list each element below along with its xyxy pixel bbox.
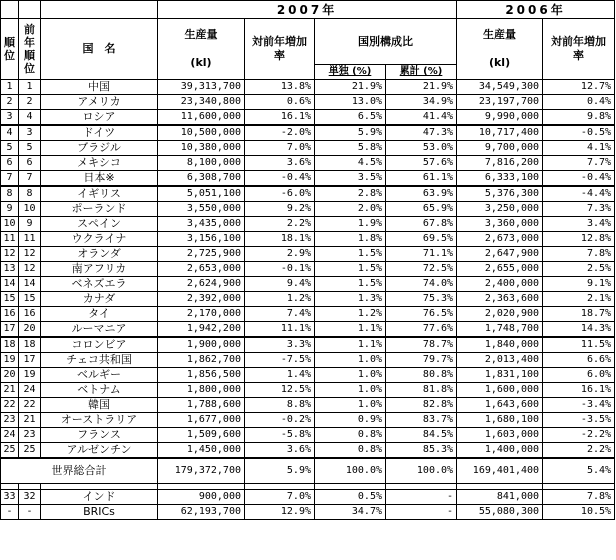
table-row [1,368,615,383]
country-cell: オーストラリア [41,413,158,428]
prev-rank-cell: 15 [19,292,41,307]
yoy-2007-cell: -7.5% [245,353,315,368]
prev-rank-cell: 2 [19,95,41,110]
composition-header: 国別構成比 [315,19,457,65]
share-cell: 0.8% [315,428,386,443]
share-cell: 2.8% [315,186,386,202]
prev-rank-cell: 18 [19,337,41,353]
country-cell: アメリカ [41,95,158,110]
cumulative-cell: 57.6% [386,156,457,171]
production-2007-header [158,19,245,80]
table-row [1,277,615,292]
production-2006-cell: 23,197,700 [457,95,543,110]
yoy-2007-cell: 0.6% [245,95,315,110]
yoy-2006-cell: 7.7% [543,156,615,171]
table-row [1,322,615,338]
rank-cell: 18 [1,337,19,353]
production-2006-cell: 2,020,900 [457,307,543,322]
production-2006-cell: 841,000 [457,490,543,505]
prev-rank-cell: 21 [19,413,41,428]
cumulative-cell: 53.0% [386,141,457,156]
production-2007-cell: 1,862,700 [158,353,245,368]
country-cell: BRICs [41,505,158,520]
share-cell: 1.1% [315,337,386,353]
rank-cell: 1 [1,80,19,95]
total-yoy-2007-cell: 5.9% [245,458,315,484]
production-2006-cell: 9,700,000 [457,141,543,156]
table-row [1,262,615,277]
prev-rank-cell: 20 [19,322,41,338]
rank-cell: 16 [1,307,19,322]
prev-rank-cell: 12 [19,247,41,262]
prev-rank-header: 前年順位 [19,19,41,80]
rank-cell: 20 [1,368,19,383]
production-2007-cell: 11,600,000 [158,110,245,126]
production-2006-cell: 2,400,000 [457,277,543,292]
yoy-2006-cell: 6.0% [543,368,615,383]
country-cell: カナダ [41,292,158,307]
production-2006-cell: 1,600,000 [457,383,543,398]
cumulative-cell: 84.5% [386,428,457,443]
production-2007-cell: 2,170,000 [158,307,245,322]
table-row [1,490,615,505]
yoy-2006-cell: 7.3% [543,202,615,217]
share-cell: 34.7% [315,505,386,520]
cumulative-cell: 34.9% [386,95,457,110]
production-2006-cell: 34,549,300 [457,80,543,95]
production-2006-cell: 1,400,000 [457,443,543,459]
total-label: 世界総合計 [1,458,158,484]
share-cell: 0.9% [315,413,386,428]
production-2007-cell: 1,800,000 [158,383,245,398]
production-2006-cell: 10,717,400 [457,125,543,141]
table-row [1,337,615,353]
yoy-2006-cell: 12.7% [543,80,615,95]
yoy-2007-cell: 7.0% [245,490,315,505]
prev-rank-cell: 11 [19,232,41,247]
share-cell: 1.0% [315,398,386,413]
cumulative-cell: 74.0% [386,277,457,292]
country-cell: ロシア [41,110,158,126]
cumulative-cell: 85.3% [386,443,457,459]
yoy-2006-cell: -3.5% [543,413,615,428]
rank-cell: 21 [1,383,19,398]
yoy-2006-cell: 14.3% [543,322,615,338]
share-cell: 0.8% [315,443,386,459]
yoy-2006-cell: -4.4% [543,186,615,202]
share-cell: 1.0% [315,353,386,368]
country-cell: オランダ [41,247,158,262]
production-2007-label: 生産量 [184,28,218,41]
production-2006-cell: 1,748,700 [457,322,543,338]
country-cell: コロンビア [41,337,158,353]
table-row [1,353,615,368]
country-cell: ベルギー [41,368,158,383]
cumulative-cell: 72.5% [386,262,457,277]
production-2006-cell: 1,680,100 [457,413,543,428]
yoy-2006-cell: -0.4% [543,171,615,187]
production-2007-cell: 5,051,100 [158,186,245,202]
production-2006-cell: 2,673,000 [457,232,543,247]
share-cell: 1.5% [315,262,386,277]
production-2006-cell: 1,643,600 [457,398,543,413]
cumulative-cell: - [386,490,457,505]
rank-cell: 9 [1,202,19,217]
table-row [1,413,615,428]
yoy-2006-cell: 6.6% [543,353,615,368]
prev-rank-cell: 8 [19,186,41,202]
table-row [1,443,615,459]
yoy-2007-cell: 7.0% [245,141,315,156]
rank-cell: 25 [1,443,19,459]
country-cell: アルゼンチン [41,443,158,459]
yoy-2007-cell: 12.9% [245,505,315,520]
yoy-2006-cell: 12.8% [543,232,615,247]
share-cell: 1.0% [315,383,386,398]
yoy-2006-cell: 2.5% [543,262,615,277]
yoy-2007-cell: -5.8% [245,428,315,443]
share-cell: 21.9% [315,80,386,95]
production-2007-cell: 2,624,900 [158,277,245,292]
prev-rank-cell: 10 [19,202,41,217]
share-cell: 1.2% [315,307,386,322]
unit-2006-label: (kl) [488,56,511,69]
table-row [1,383,615,398]
cumulative-cell: 83.7% [386,413,457,428]
table-row [1,398,615,413]
yoy-2006-cell: -2.2% [543,428,615,443]
rank-cell: 12 [1,247,19,262]
yoy-2007-cell: 3.3% [245,337,315,353]
yoy-2006-cell: 11.5% [543,337,615,353]
table-row [1,95,615,110]
yoy-2007-cell: 1.2% [245,292,315,307]
cumulative-cell: 77.6% [386,322,457,338]
production-2006-cell: 55,080,300 [457,505,543,520]
cumulative-cell: 67.8% [386,217,457,232]
table-row [1,307,615,322]
prev-rank-cell: 5 [19,141,41,156]
table-row [1,125,615,141]
yoy-2006-header: 対前年増加率 [543,19,615,80]
yoy-2007-cell: 9.4% [245,277,315,292]
yoy-2006-cell: 2.2% [543,443,615,459]
cumulative-cell: 71.1% [386,247,457,262]
total-share-cell: 100.0% [315,458,386,484]
year-2006-header: 2006年 [457,1,615,19]
cumulative-cell: 82.8% [386,398,457,413]
rank-cell: 19 [1,353,19,368]
country-cell: ブラジル [41,141,158,156]
yoy-2007-cell: -0.1% [245,262,315,277]
prev-rank-cell: 1 [19,80,41,95]
cumulative-cell: 21.9% [386,80,457,95]
country-cell: 中国 [41,80,158,95]
rank-cell: 8 [1,186,19,202]
country-cell: タイ [41,307,158,322]
prev-rank-cell: 7 [19,171,41,187]
rank-cell: 17 [1,322,19,338]
country-cell: ベネズエラ [41,277,158,292]
table-row [1,80,615,95]
yoy-2007-cell: -2.0% [245,125,315,141]
table-row [1,428,615,443]
production-2007-cell: 2,392,000 [158,292,245,307]
cumulative-cell: 79.7% [386,353,457,368]
rank-cell: 14 [1,277,19,292]
prev-rank-cell: 4 [19,110,41,126]
yoy-2006-cell: 9.8% [543,110,615,126]
production-2006-cell: 3,250,000 [457,202,543,217]
rank-cell: 10 [1,217,19,232]
production-2007-cell: 1,856,500 [158,368,245,383]
rank-cell: 22 [1,398,19,413]
production-2007-cell: 1,900,000 [158,337,245,353]
yoy-2007-cell: 12.5% [245,383,315,398]
cumulative-cell: 63.9% [386,186,457,202]
production-2006-cell: 2,013,400 [457,353,543,368]
yoy-2006-cell: 18.7% [543,307,615,322]
yoy-2007-cell: 9.2% [245,202,315,217]
prev-rank-cell: - [19,505,41,520]
production-2006-header [457,19,543,80]
table-row [1,247,615,262]
total-row [1,458,615,484]
total-production-2006-cell: 169,401,400 [457,458,543,484]
share-cell: 2.0% [315,202,386,217]
production-2006-cell: 2,363,600 [457,292,543,307]
rank-cell: 6 [1,156,19,171]
yoy-2006-cell: 2.1% [543,292,615,307]
yoy-2006-cell: 7.8% [543,490,615,505]
prev-rank-cell: 14 [19,277,41,292]
prev-rank-cell: 24 [19,383,41,398]
share-cell: 3.5% [315,171,386,187]
unit-2007-label: (kl) [190,56,212,69]
prev-rank-cell: 23 [19,428,41,443]
total-production-2007-cell: 179,372,700 [158,458,245,484]
prev-rank-cell: 25 [19,443,41,459]
table-row [1,156,615,171]
yoy-2006-cell: -3.4% [543,398,615,413]
production-2007-cell: 39,313,700 [158,80,245,95]
yoy-2007-cell: 13.8% [245,80,315,95]
share-cell: 13.0% [315,95,386,110]
yoy-2007-cell: 2.9% [245,247,315,262]
yoy-2006-cell: 16.1% [543,383,615,398]
country-cell: チェコ共和国 [41,353,158,368]
country-cell: ポーランド [41,202,158,217]
share-cell: 1.1% [315,322,386,338]
prev-rank-cell: 22 [19,398,41,413]
country-cell: 日本※ [41,171,158,187]
rank-cell: 5 [1,141,19,156]
production-2006-cell: 1,831,100 [457,368,543,383]
yoy-2006-cell: 3.4% [543,217,615,232]
production-2006-cell: 2,655,000 [457,262,543,277]
cumulative-share-header: 累計 (%) [386,65,457,80]
table-row [1,202,615,217]
yoy-2007-cell: -0.2% [245,413,315,428]
share-cell: 1.8% [315,232,386,247]
country-cell: ドイツ [41,125,158,141]
country-cell: ベトナム [41,383,158,398]
cumulative-cell: 61.1% [386,171,457,187]
production-2006-cell: 6,333,100 [457,171,543,187]
production-2007-cell: 1,788,600 [158,398,245,413]
prev-rank-cell: 9 [19,217,41,232]
rank-cell: 4 [1,125,19,141]
cumulative-cell: 76.5% [386,307,457,322]
table-row [1,232,615,247]
cumulative-cell: 75.3% [386,292,457,307]
share-cell: 0.5% [315,490,386,505]
country-cell: ルーマニア [41,322,158,338]
table-row [1,141,615,156]
country-header: 国 名 [41,19,158,80]
rank-cell: - [1,505,19,520]
yoy-2006-cell: 0.4% [543,95,615,110]
rank-cell: 33 [1,490,19,505]
production-2006-cell: 5,376,300 [457,186,543,202]
yoy-2007-cell: 8.8% [245,398,315,413]
country-cell: イギリス [41,186,158,202]
production-2006-cell: 2,647,900 [457,247,543,262]
prev-rank-cell: 6 [19,156,41,171]
country-cell: メキシコ [41,156,158,171]
production-2007-cell: 62,193,700 [158,505,245,520]
yoy-2007-cell: 3.6% [245,156,315,171]
production-2007-cell: 900,000 [158,490,245,505]
table-row [1,292,615,307]
production-2007-cell: 10,380,000 [158,141,245,156]
cumulative-cell: 69.5% [386,232,457,247]
single-share-header: 単独 (%) [315,65,386,80]
production-2006-cell: 1,603,000 [457,428,543,443]
production-2007-cell: 10,500,000 [158,125,245,141]
share-cell: 4.5% [315,156,386,171]
prev-rank-cell: 12 [19,262,41,277]
yoy-2007-cell: 18.1% [245,232,315,247]
yoy-2007-cell: 7.4% [245,307,315,322]
share-cell: 6.5% [315,110,386,126]
yoy-2007-cell: 3.6% [245,443,315,459]
rank-cell: 11 [1,232,19,247]
table-row [1,186,615,202]
production-2007-cell: 3,156,100 [158,232,245,247]
share-cell: 1.3% [315,292,386,307]
yoy-2007-cell: -0.4% [245,171,315,187]
cumulative-cell: 78.7% [386,337,457,353]
production-2007-cell: 1,942,200 [158,322,245,338]
cumulative-cell: 65.9% [386,202,457,217]
share-cell: 1.5% [315,277,386,292]
production-2007-cell: 1,677,000 [158,413,245,428]
rank-cell: 13 [1,262,19,277]
yoy-2006-cell: 7.8% [543,247,615,262]
total-yoy-2006-cell: 5.4% [543,458,615,484]
production-2006-cell: 7,816,200 [457,156,543,171]
cumulative-cell: 81.8% [386,383,457,398]
share-cell: 1.9% [315,217,386,232]
production-2007-cell: 2,653,000 [158,262,245,277]
yoy-2007-cell: 16.1% [245,110,315,126]
production-2006-cell: 3,360,000 [457,217,543,232]
production-2006-cell: 9,990,000 [457,110,543,126]
production-2007-cell: 2,725,900 [158,247,245,262]
production-2006-label: 生産量 [483,28,517,41]
yoy-2006-cell: 4.1% [543,141,615,156]
country-cell: ウクライナ [41,232,158,247]
production-2007-cell: 23,340,800 [158,95,245,110]
yoy-2007-cell: -6.0% [245,186,315,202]
rank-cell: 2 [1,95,19,110]
table-row [1,110,615,126]
country-cell: インド [41,490,158,505]
yoy-2006-cell: -0.5% [543,125,615,141]
prev-rank-cell: 19 [19,368,41,383]
production-2007-cell: 3,435,000 [158,217,245,232]
prev-rank-cell: 16 [19,307,41,322]
country-cell: 韓国 [41,398,158,413]
share-cell: 5.8% [315,141,386,156]
country-cell: スペイン [41,217,158,232]
production-2007-cell: 6,308,700 [158,171,245,187]
prev-rank-cell: 3 [19,125,41,141]
production-2007-cell: 1,450,000 [158,443,245,459]
share-cell: 5.9% [315,125,386,141]
share-cell: 1.5% [315,247,386,262]
table-row [1,505,615,520]
rank-cell: 3 [1,110,19,126]
yoy-2007-cell: 2.2% [245,217,315,232]
cumulative-cell: 41.4% [386,110,457,126]
yoy-2007-header: 対前年増加率 [245,19,315,80]
country-cell: 南アフリカ [41,262,158,277]
table-row [1,171,615,187]
rank-cell: 23 [1,413,19,428]
cumulative-cell: 47.3% [386,125,457,141]
rank-cell: 7 [1,171,19,187]
country-cell: フランス [41,428,158,443]
cumulative-cell: - [386,505,457,520]
yoy-2007-cell: 1.4% [245,368,315,383]
production-2007-cell: 3,550,000 [158,202,245,217]
prev-rank-cell: 17 [19,353,41,368]
cumulative-cell: 80.8% [386,368,457,383]
table-row [1,217,615,232]
yoy-2006-cell: 10.5% [543,505,615,520]
production-2006-cell: 1,840,000 [457,337,543,353]
total-cumulative-cell: 100.0% [386,458,457,484]
rank-cell: 15 [1,292,19,307]
rank-header: 順位 [1,19,19,80]
rank-cell: 24 [1,428,19,443]
yoy-2007-cell: 11.1% [245,322,315,338]
yoy-2006-cell: 9.1% [543,277,615,292]
production-2007-cell: 1,509,600 [158,428,245,443]
production-2007-cell: 8,100,000 [158,156,245,171]
year-2007-header: 2007年 [158,1,457,19]
share-cell: 1.0% [315,368,386,383]
prev-rank-cell: 32 [19,490,41,505]
